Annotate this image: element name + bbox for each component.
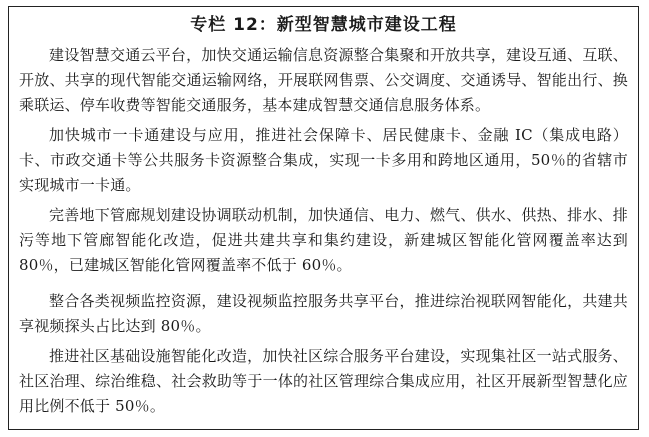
paragraph-video-surveillance: 整合各类视频监控资源，建设视频监控服务共享平台，推进综治视联网智能化，共建共享视频探头占比达到 80％。 <box>19 292 628 335</box>
box-title: 专栏 12：新型智慧城市建设工程 <box>190 15 457 35</box>
paragraph-utility-tunnel: 完善地下管廊规划建设协调联动机制，加快通信、电力、燃气、供水、供热、排水、排污等地下管廊智能化改造，促进共建共享和集约建设，新建城区智能化管网覆盖率达到 80％，已建城区智能化管网覆盖率不低于 60％。 <box>19 206 628 274</box>
paragraph-smart-transport: 建设智慧交通云平台，加快交通运输信息资源整合集聚和开放共享，建设互通、互联、开放、共享的现代智能交通运输网络，开展联网售票、公交调度、交通诱导、智能出行、换乘联运、停车收费等智能交通服务，基本建成智慧交通信息服务体系。 <box>19 46 628 114</box>
paragraph-community: 推进社区基础设施智能化改造，加快社区综合服务平台建设，实现集社区一站式服务、社区治理、综治维稳、社会救助等于一体的社区管理综合集成应用，社区开展新型智慧化应用比例不低于 50％。 <box>19 347 628 415</box>
paragraph-city-card: 加快城市一卡通建设与应用，推进社会保障卡、居民健康卡、金融 IC（集成电路）卡、市政交通卡等公共服务卡资源整合集成，实现一卡多用和跨地区通用，50％的省辖市实现城市一卡通。 <box>19 126 628 194</box>
sidebar-box <box>8 6 639 430</box>
